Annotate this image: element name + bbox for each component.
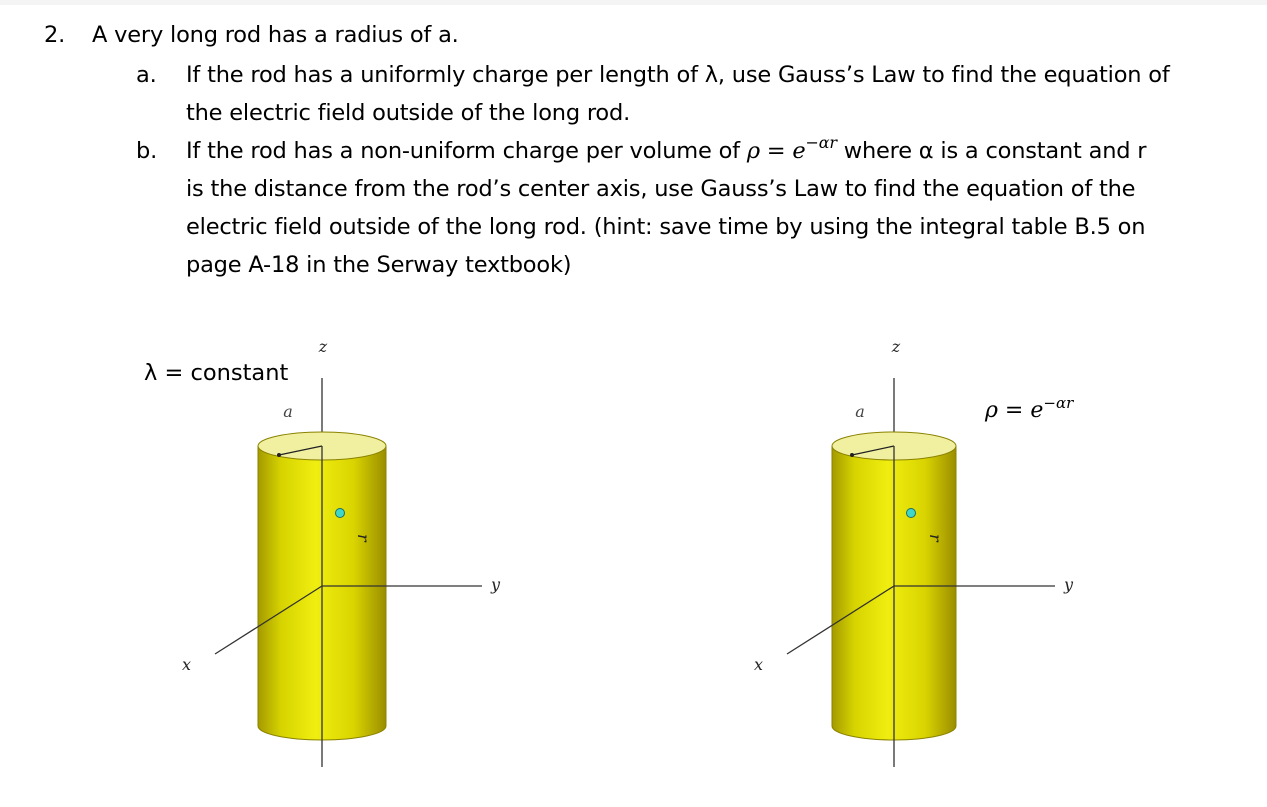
part-b-letter: b.: [136, 138, 158, 164]
part-b-text-after: where α is a constant and r: [836, 138, 1147, 164]
part-b-rho-formula: ρ = e: [746, 138, 806, 164]
right-y-label: y: [1064, 575, 1074, 594]
left-radius-label: a: [283, 402, 293, 421]
right-cylinder-figure: [754, 337, 1074, 767]
left-field-point: [336, 509, 345, 518]
part-b-line-4: page A-18 in the Serway textbook): [186, 252, 572, 278]
part-b-line-2: is the distance from the rod’s center axis, use Gauss’s Law to find the equation of the: [186, 176, 1136, 202]
part-a-letter: a.: [136, 62, 157, 88]
right-z-label: z: [891, 337, 901, 356]
right-r-label: r: [926, 534, 945, 542]
problem-number: 2.: [44, 22, 66, 48]
part-b-line-3: electric field outside of the long rod. (hint: save time by using the integral table B.5 on: [186, 214, 1146, 240]
part-b-rho-exponent: −αr: [805, 133, 837, 152]
left-y-label: y: [491, 575, 501, 594]
left-cylinder-figure: [182, 337, 501, 767]
rho-label-exponent: −αr: [1043, 394, 1074, 412]
problem-stem: A very long rod has a radius of a.: [92, 22, 459, 48]
right-radius-dot: [850, 453, 854, 457]
part-a-line-1: If the rod has a uniformly charge per length of λ, use Gauss’s Law to find the equation of: [186, 62, 1170, 88]
lambda-constant-label: λ = constant: [144, 360, 289, 386]
left-x-label: x: [182, 655, 192, 674]
right-field-point: [907, 509, 916, 518]
part-a-line-2: the electric field outside of the long rod.: [186, 100, 631, 126]
rho-label-base: ρ = e: [985, 398, 1044, 423]
left-z-label: z: [318, 337, 328, 356]
part-b-text-before: If the rod has a non-uniform charge per volume of: [186, 138, 747, 164]
left-r-label: r: [354, 534, 373, 542]
right-x-label: x: [754, 655, 764, 674]
right-radius-label: a: [855, 402, 865, 421]
left-radius-dot: [277, 453, 281, 457]
